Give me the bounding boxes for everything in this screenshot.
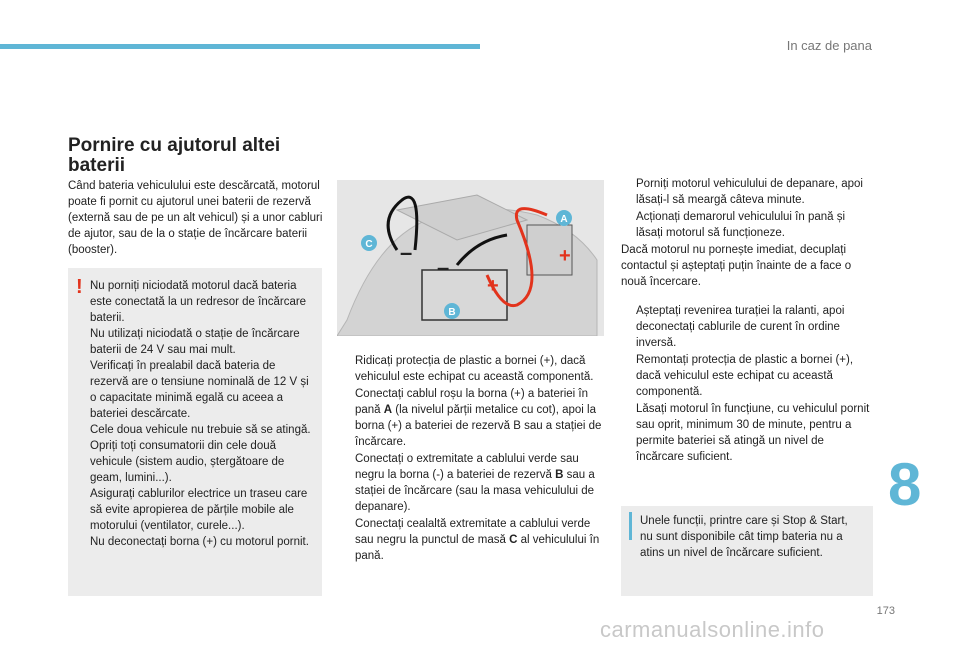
info-bar-icon xyxy=(629,512,632,540)
list-item xyxy=(621,209,873,241)
list-item xyxy=(340,386,602,450)
steps-list-right-b xyxy=(621,303,873,466)
list-item xyxy=(621,352,873,400)
minus-sign-c: – xyxy=(400,240,413,265)
list-item xyxy=(621,303,873,351)
steps-list-middle xyxy=(340,353,602,565)
step-text-cont: al vehiculului în pană. xyxy=(355,534,600,562)
step-text: Ridicați protecția de plastic a bornei (+), dacă vehiculul este echipat cu această componentă. xyxy=(355,355,594,383)
step-text: Lăsați motorul în funcțiune, cu vehiculul pornit sau oprit, minimum 30 de minute, pentru a permite bateriei să atingă un nivel de încărcare suficient. xyxy=(636,403,870,463)
warning-box xyxy=(68,268,322,596)
plus-sign-b: + xyxy=(487,275,499,297)
step-text-cont: sau a stației de încărcare (sau la masa vehiculului de depanare). xyxy=(355,469,595,513)
steps-list-right-a xyxy=(621,176,873,290)
step-text: Remontați protecția de plastic a bornei (+), dacă vehiculul este echipat cu această componentă. xyxy=(636,354,854,398)
page-title: Pornire cu ajutorul altei baterii xyxy=(68,135,281,176)
list-item xyxy=(340,516,602,564)
jump-start-illustration xyxy=(337,180,604,336)
info-box xyxy=(621,506,873,596)
plus-sign-a: + xyxy=(559,245,571,267)
step-bold-label: B xyxy=(555,469,564,481)
list-item xyxy=(621,401,873,465)
watermark: carmanualsonline.info xyxy=(600,617,825,642)
minus-sign-b: – xyxy=(437,255,450,280)
label-a: A xyxy=(560,214,568,225)
warning-exclamation-icon: ! xyxy=(76,276,83,298)
section-header: In caz de pana xyxy=(786,38,872,53)
step-bold-label: A xyxy=(383,404,393,416)
retry-note: Dacă motorul nu pornește imediat, decuplați contactul și așteptați puțin înainte de a face o nouă încercare. xyxy=(621,244,852,288)
warning-text: Nu porniți niciodată motorul dacă bateria este conectată la un redresor de încărcare baterii. Nu utilizați niciodată o stație de încărcare baterii de 24 V sau mai mult. Verificați în prealabil dacă bateria de rezervă are o tensiune nominală de 12 V și o capacitate minimă egală cu aceea a bateriei descărcate. Cele doua vehicule nu trebuie să se atingă. Opriți toți consumatorii din cele două vehicule (sistem audio, ștergătoare de geam, lumini...). Asigurați cablurilor electrice un traseu care să evite apropierea de părțile mobile ale motorului (ventilator, curele...). Nu deconectați borna (+) cu motorul pornit. xyxy=(90,280,311,548)
step-text: Conectați cablul roșu la borna (+) a bateriei în pană xyxy=(355,388,589,416)
list-item xyxy=(340,451,602,515)
step-text-cont: (la nivelul părții metalice cu cot), apoi la borna (+) a bateriei de rezervă B sau a stației de încărcare. xyxy=(355,404,602,448)
list-item xyxy=(621,176,873,208)
list-item xyxy=(340,353,602,385)
step-text: Conectați o extremitate a cablului verde sau negru la borna (-) a bateriei de rezervă xyxy=(355,453,579,481)
intro-paragraph: Când bateria vehiculului este descărcată, motorul poate fi pornit cu ajutorul unei baterii de rezervă (externă sau de pe un alt vehicul) și a unor cabluri de ajutor, sau de la o stație de încărcare baterii (booster). xyxy=(68,180,323,256)
step-text: Așteptați revenirea turației la ralanti, apoi deconectați cablurile de curent în ordine inversă. xyxy=(636,305,845,349)
header-accent-bar xyxy=(0,44,480,49)
step-text: Porniți motorul vehiculului de depanare, apoi lăsați-l să meargă câteva minute. xyxy=(636,178,863,206)
label-b: B xyxy=(448,307,456,318)
step-text: Conectați cealaltă extremitate a cablului verde sau negru la punctul de masă xyxy=(355,518,591,546)
chapter-number: 8 xyxy=(888,451,922,518)
step-text: Acționați demarorul vehiculului în pană și lăsați motorul să funcționeze. xyxy=(636,211,846,239)
jump-start-diagram xyxy=(337,180,604,336)
info-text: Unele funcții, printre care și Stop & Start, nu sunt disponibile cât timp bateria nu a atins un nivel de încărcare suficient. xyxy=(640,515,848,559)
label-c: C xyxy=(365,239,373,250)
page-number: 173 xyxy=(876,605,895,617)
step-bold-label: C xyxy=(509,534,518,546)
